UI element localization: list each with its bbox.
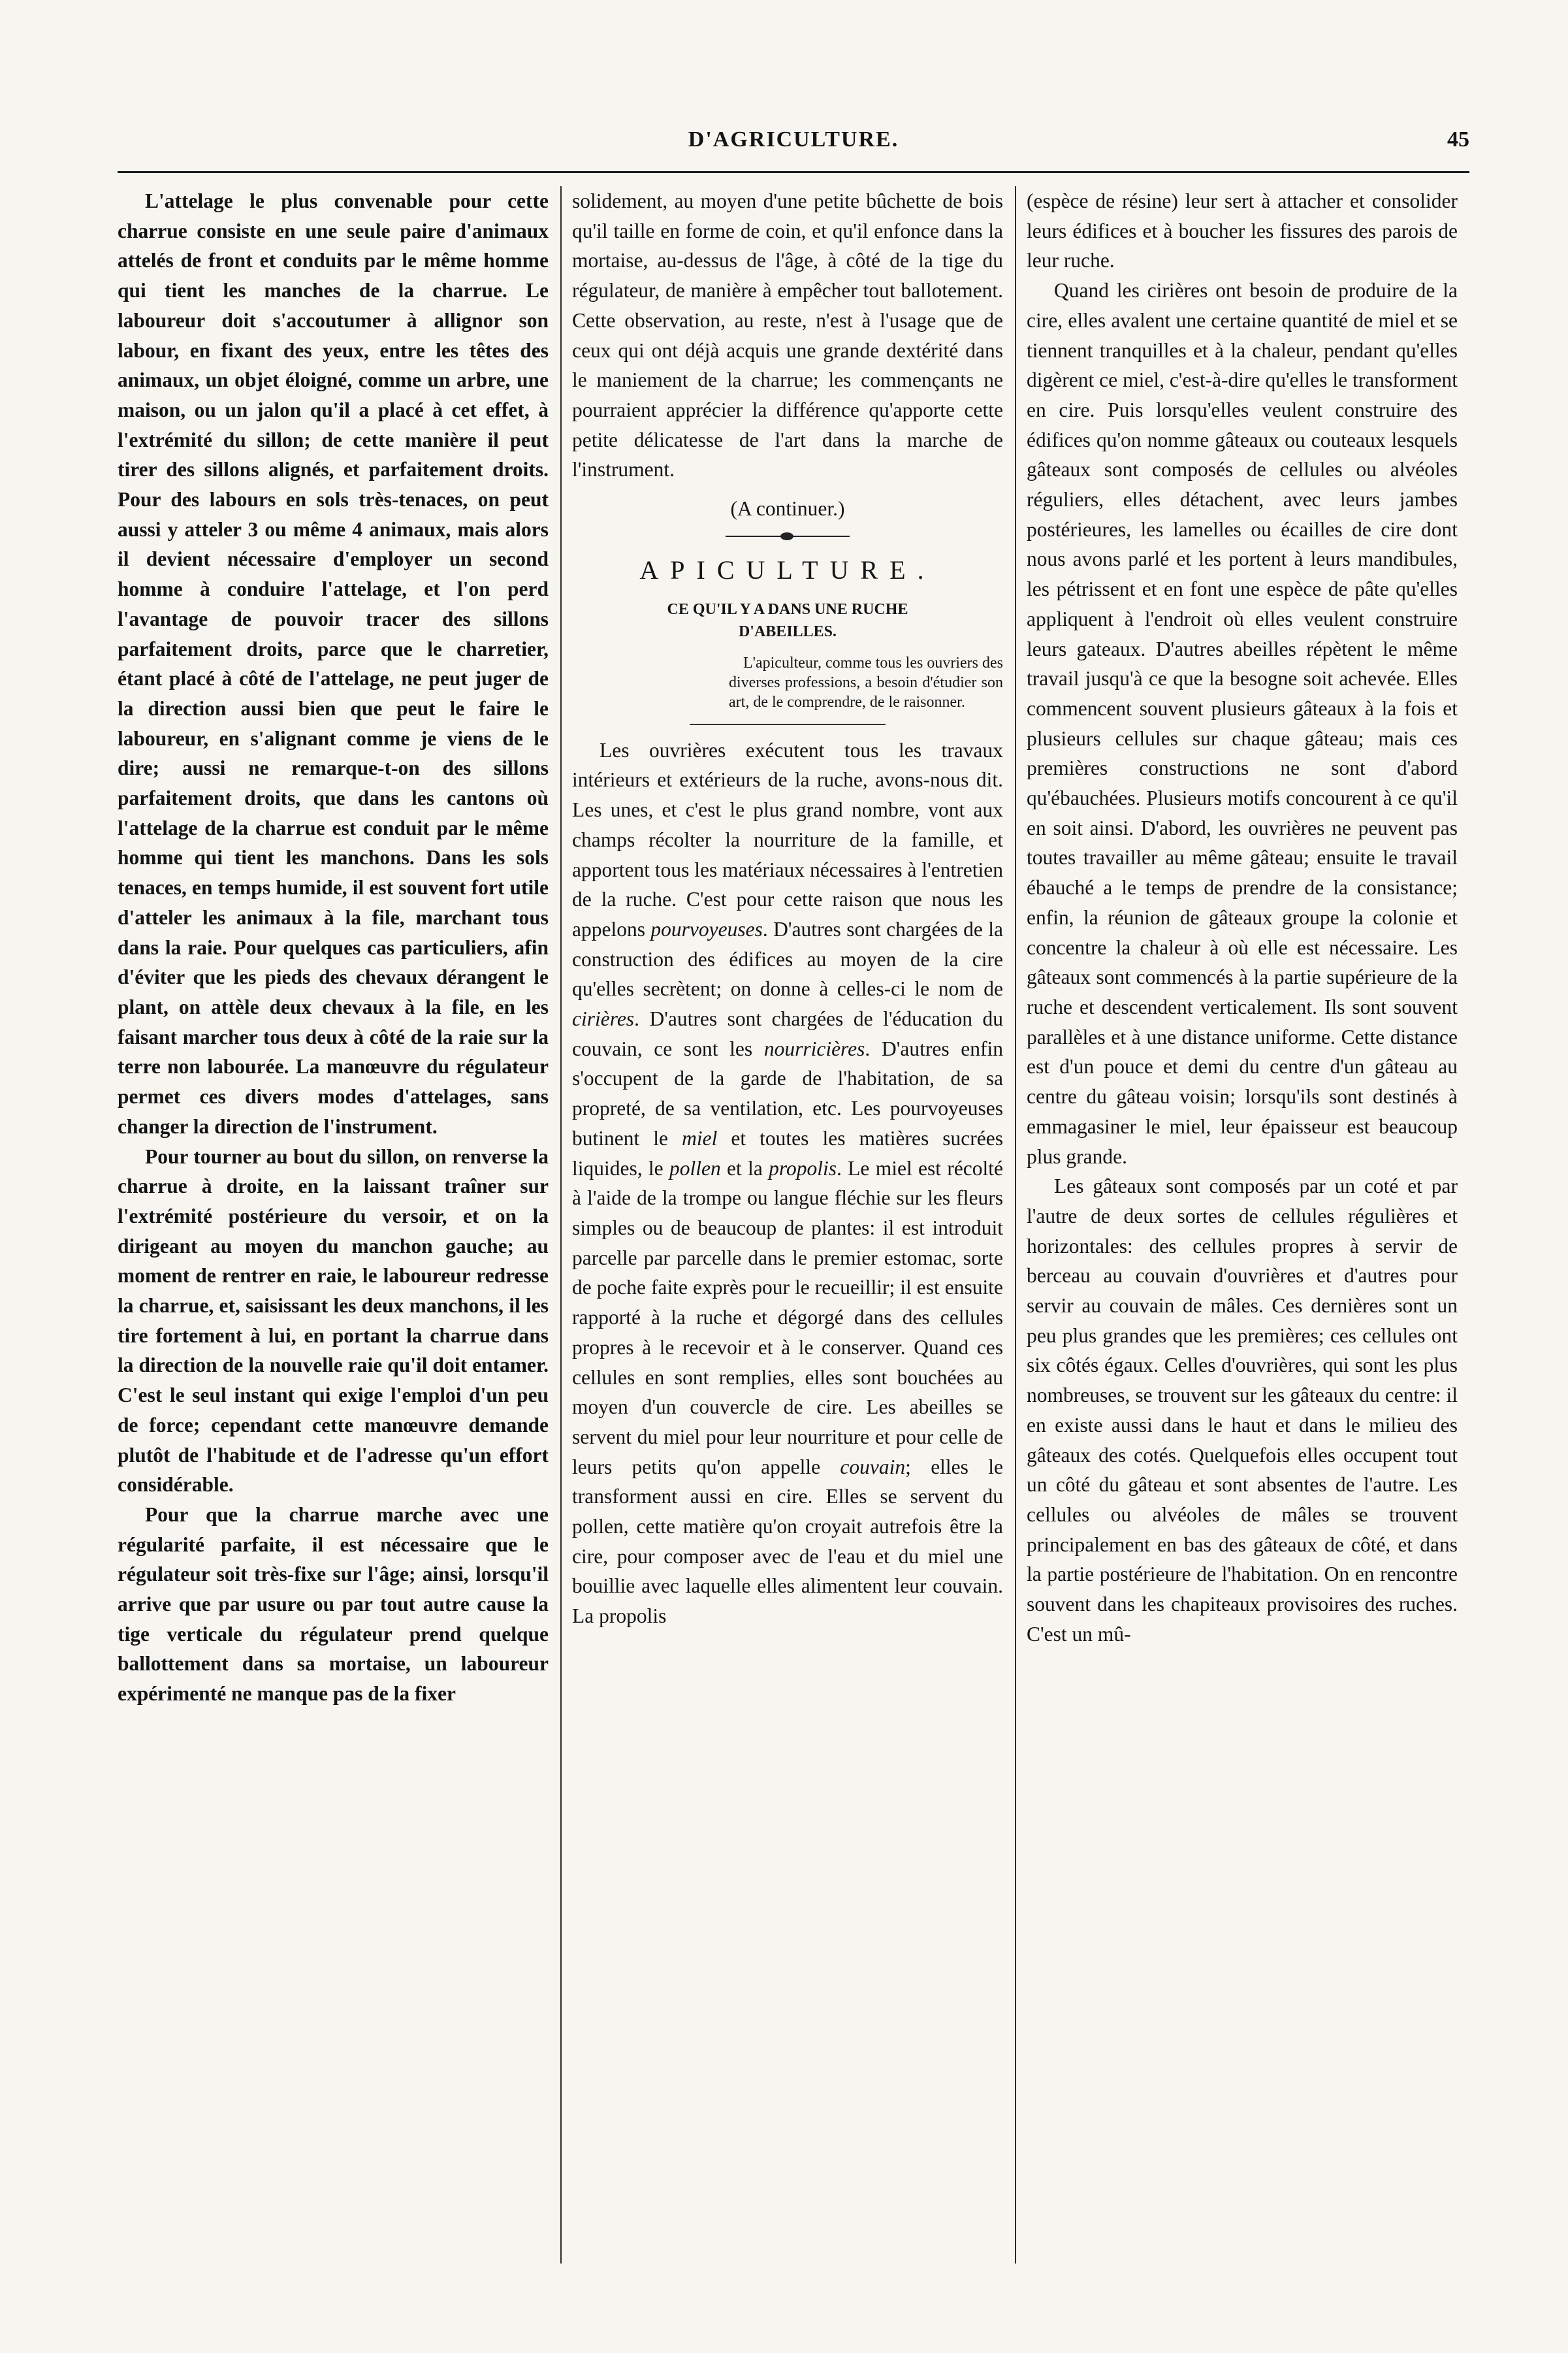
- text-run: ; elles le transforment aussi en cire. Elles se servent du pollen, cette matière qu'on croyait autrefois être la cire, pour composer avec de l'eau et du miel une bouillie avec laquelle elles alimentent leur couvain. La propolis: [572, 1455, 1003, 1628]
- emphasis: pollen: [669, 1156, 721, 1180]
- paragraph: [572, 736, 1003, 1631]
- column-divider: [560, 186, 562, 2264]
- paragraph: solidement, au moyen d'une petite bûchette de bois qu'il taille en forme de coin, et qu'il enfonce dans la mortaise, au-dessus de l'âge, à côté de la tige du régulateur, de manière à empêcher tout ballotement. Cette observation, au reste, n'est à l'usage que de ceux qui ont déjà acquis une grande dextérité dans le maniement de la charrue; les commençants ne pourraient apprécier la différence qu'apporte cette petite délicatesse de l'art dans la marche de l'instrument.: [572, 189, 1003, 481]
- text-run: et la: [727, 1156, 763, 1180]
- text-run: et toutes les matières sucrées liquides, le: [572, 1126, 1003, 1180]
- paragraph: Les gâteaux sont composés par un coté et par l'autre de deux sortes de cellules régulières et horizontales: des cellules propres à servir de berceau au couvain d'ouvrières et d'autres pour servir au couvain de mâles. Ces dernières sont un peu plus grandes que les premières; ces cellules ont six côtés égaux. Celles d'ouvrières, qui sont les plus nombreuses, se trouvent sur les gâteaux du centre: il en existe aussi dans le haut et dans le milieu des gâteaux des cotés. Quelquefois elles occupent tout un côté du gâteau et sont absentes de l'autre. Les cellules ou alvéoles de mâles se trouvent principalement en bas des gâteaux de côté, et dans la partie postérieure de l'habitation. On en rencontre souvent dans les chapiteaux provisoires des ruches. C'est un mû-: [1027, 1175, 1458, 1646]
- emphasis: nourricières: [763, 1037, 865, 1060]
- emphasis: miel: [682, 1126, 718, 1150]
- text-run: . Le miel est récolté à l'aide de la trompe ou langue fléchie sur les fleurs simples ou de beaucoup de plantes: il est introduit parcelle par parcelle dans le premier estomac, sorte de poche faite exprès pour le recueillir; il est ensuite rapporté à la ruche et dégorgé dans des cellules propres à le recevoir et à le conserver. Quand ces cellules en sont remplies, elles sont bouchées au moyen d'un couvercle de cire. Les abeilles se servent du miel pour leur nourriture et pour celle de leurs petits qu'on appelle: [572, 1156, 1003, 1478]
- paragraph: (espèce de résine) leur sert à attacher et consolider leurs édifices et à boucher les fissures des parois de leur ruche.: [1027, 189, 1458, 272]
- column-3: [1027, 186, 1458, 2264]
- page-number: 45: [1447, 127, 1469, 152]
- column-2: [572, 186, 1003, 2264]
- text-run: . D'autres sont chargées de la construction des édifices au moyen de la cire qu'elles secrètent; on donne à celles-ci le nom de: [572, 917, 1003, 1001]
- section-title: APICULTURE.: [639, 555, 936, 585]
- emphasis: propolis: [769, 1156, 837, 1180]
- text-run: Les ouvrières exécutent tous les travaux intérieurs et extérieurs de la ruche, avons-nous dit. Les unes, et c'est le plus grand nombre, vont aux champs récolter la nourriture de la famille, et apportent tous les matériaux nécessaires à l'entretien de la ruche. C'est pour cette raison que nous les appelons: [572, 738, 1003, 941]
- paragraph: L'attelage le plus convenable pour cette charrue consiste en une seule paire d'animaux attelés de front et conduits par le même homme qui tient les manches de la charrue. Le laboureur doit s'accoutumer à allignor son labour, en fixant des yeux, entre les têtes des animaux, un objet éloigné, comme un arbre, une maison, ou un jalon qu'il a placé à cet effet, à l'extrémité du sillon; de cette manière il peut tirer des sillons alignés, et parfaitement droits. Pour des labours en sols très-tenaces, on peut aussi y atteler 3 ou même 4 animaux, mais alors il devient nécessaire d'employer un second homme à conduire l'attelage, et l'on perd l'avantage de pouvoir tracer des sillons parfaitement droits, parce que le charretier, étant placé à côté de l'attelage, ne peut juger de la direction aussi bien que peut le faire le laboureur, en s'alignant comme je viens de le dire; aussi ne remarque-t-on des sillons parfaitement droits, que dans les cantons où l'attelage de la charrue est conduit par le même homme qui tient les manchons. Dans les sols tenaces, en temps humide, il est souvent fort utile d'atteler les animaux à la file, marchant tous dans la raie. Pour quelques cas particuliers, afin d'éviter que les pieds des chevaux dérangent le plant, on attèle deux chevaux à la file, en les faisant marcher tous deux à côté de la raie sur la terre non labourée. La manœuvre du régulateur permet ces divers modes d'attelages, sans changer la direction de l'instrument.: [118, 189, 549, 1138]
- paragraph: Pour que la charrue marche avec une régularité parfaite, il est nécessaire que le régulateur soit très-fixe sur l'âge; ainsi, lorsqu'il arrive que par usure ou par tout autre cause la tige verticale du régulateur prend quelque ballottement dans sa mortaise, un laboureur expérimenté ne manque pas de la fixer: [118, 1502, 549, 1706]
- emphasis: cirières: [572, 1007, 635, 1031]
- header-rule: [118, 171, 1469, 173]
- page-header: [118, 127, 1469, 167]
- section-separator: [726, 536, 850, 537]
- subtitle-line: CE QU'IL Y A DANS UNE RUCHE: [667, 600, 908, 618]
- emphasis: pourvoyeuses: [650, 917, 763, 941]
- running-head: D'AGRICULTURE.: [688, 127, 899, 152]
- paragraph: Quand les cirières ont besoin de produire de la cire, elles avalent une certaine quantité de miel et se tiennent tranquilles et à la chaleur, pendant qu'elles digèrent ce miel, c'est-à-dire qu'elles le transforment en cire. Puis lorsqu'elles veulent construire des édifices qu'on nomme gâteaux ou couteaux lesquels gâteaux sont composés de cellules ou alvéoles réguliers, elles détachent, avec leurs jambes postérieures, les lamelles ou écailles de cire dont nous avons parlé et les portent à leurs mandibules, les pétrissent et en font une espèce de pâte qu'elles appliquent à l'endroit où elles veulent construire leurs gateaux. D'autres abeilles répètent le même travail jusqu'à ce que la besogne soit achevée. Elles commencent souvent plusieurs gâteaux à la fois et plusieurs cellules sur chaque gâteau; mais ces premières constructions ne sont d'abord qu'ébauchées. Plusieurs motifs concourent à ce qu'il en soit ainsi. D'abord, les ouvrières ne peuvent pas toutes travailler au même gâteau; ensuite le travail ébauché a le temps de prendre de la consistance; enfin, la réunion de gâteaux groupe la colonie et concentre la chaleur à où elle est nécessaire. Les gâteaux sont commencés à la partie supérieure de la ruche et descendent verticalement. Ils sont souvent parallèles et à une distance uniforme. Cette distance est d'un pouce et demi du centre d'un gâteau au centre du gâteau voisin; lorsqu'ils sont destinés à emmagasiner le miel, leur épaisseur est beaucoup plus grande.: [1027, 279, 1458, 1168]
- paragraph: Pour tourner au bout du sillon, on renverse la charrue à droite, en la laissant traîner sur l'extrémité postérieure du versoir, et on la dirigeant au moyen du manchon gauche; au moment de rentrer en raie, le laboureur redresse la charrue, et, saisissant les deux manchons, il les tire fortement à lui, en portant la charrue dans la direction de la nouvelle raie qu'il doit entamer. C'est le seul instant qui exige l'emploi d'un peu de force; cependant cette manœuvre demande plutôt de l'habitude et de l'adresse qu'un effort considérable.: [118, 1144, 549, 1497]
- epigraph: L'apiculteur, comme tous les ouvriers des diverses professions, a besoin d'étudier son art, de le comprendre, de le raisonner.: [729, 654, 1003, 711]
- column-1: [118, 186, 549, 2264]
- article-subtitle: [572, 598, 1003, 643]
- subtitle-line: D'ABEILLES.: [738, 623, 837, 640]
- epigraph-rule: [690, 724, 886, 725]
- text-run: . D'autres enfin s'occupent de la garde de l'habitation, de sa propreté, de sa ventilation, etc. Les pourvoyeuses butinent le: [572, 1037, 1003, 1150]
- text-run: . D'autres sont chargées de l'éducation du couvain, ce sont les: [572, 1007, 1003, 1060]
- emphasis: couvain: [840, 1455, 906, 1478]
- to-be-continued: (A continuer.): [730, 497, 845, 521]
- column-divider: [1015, 186, 1016, 2264]
